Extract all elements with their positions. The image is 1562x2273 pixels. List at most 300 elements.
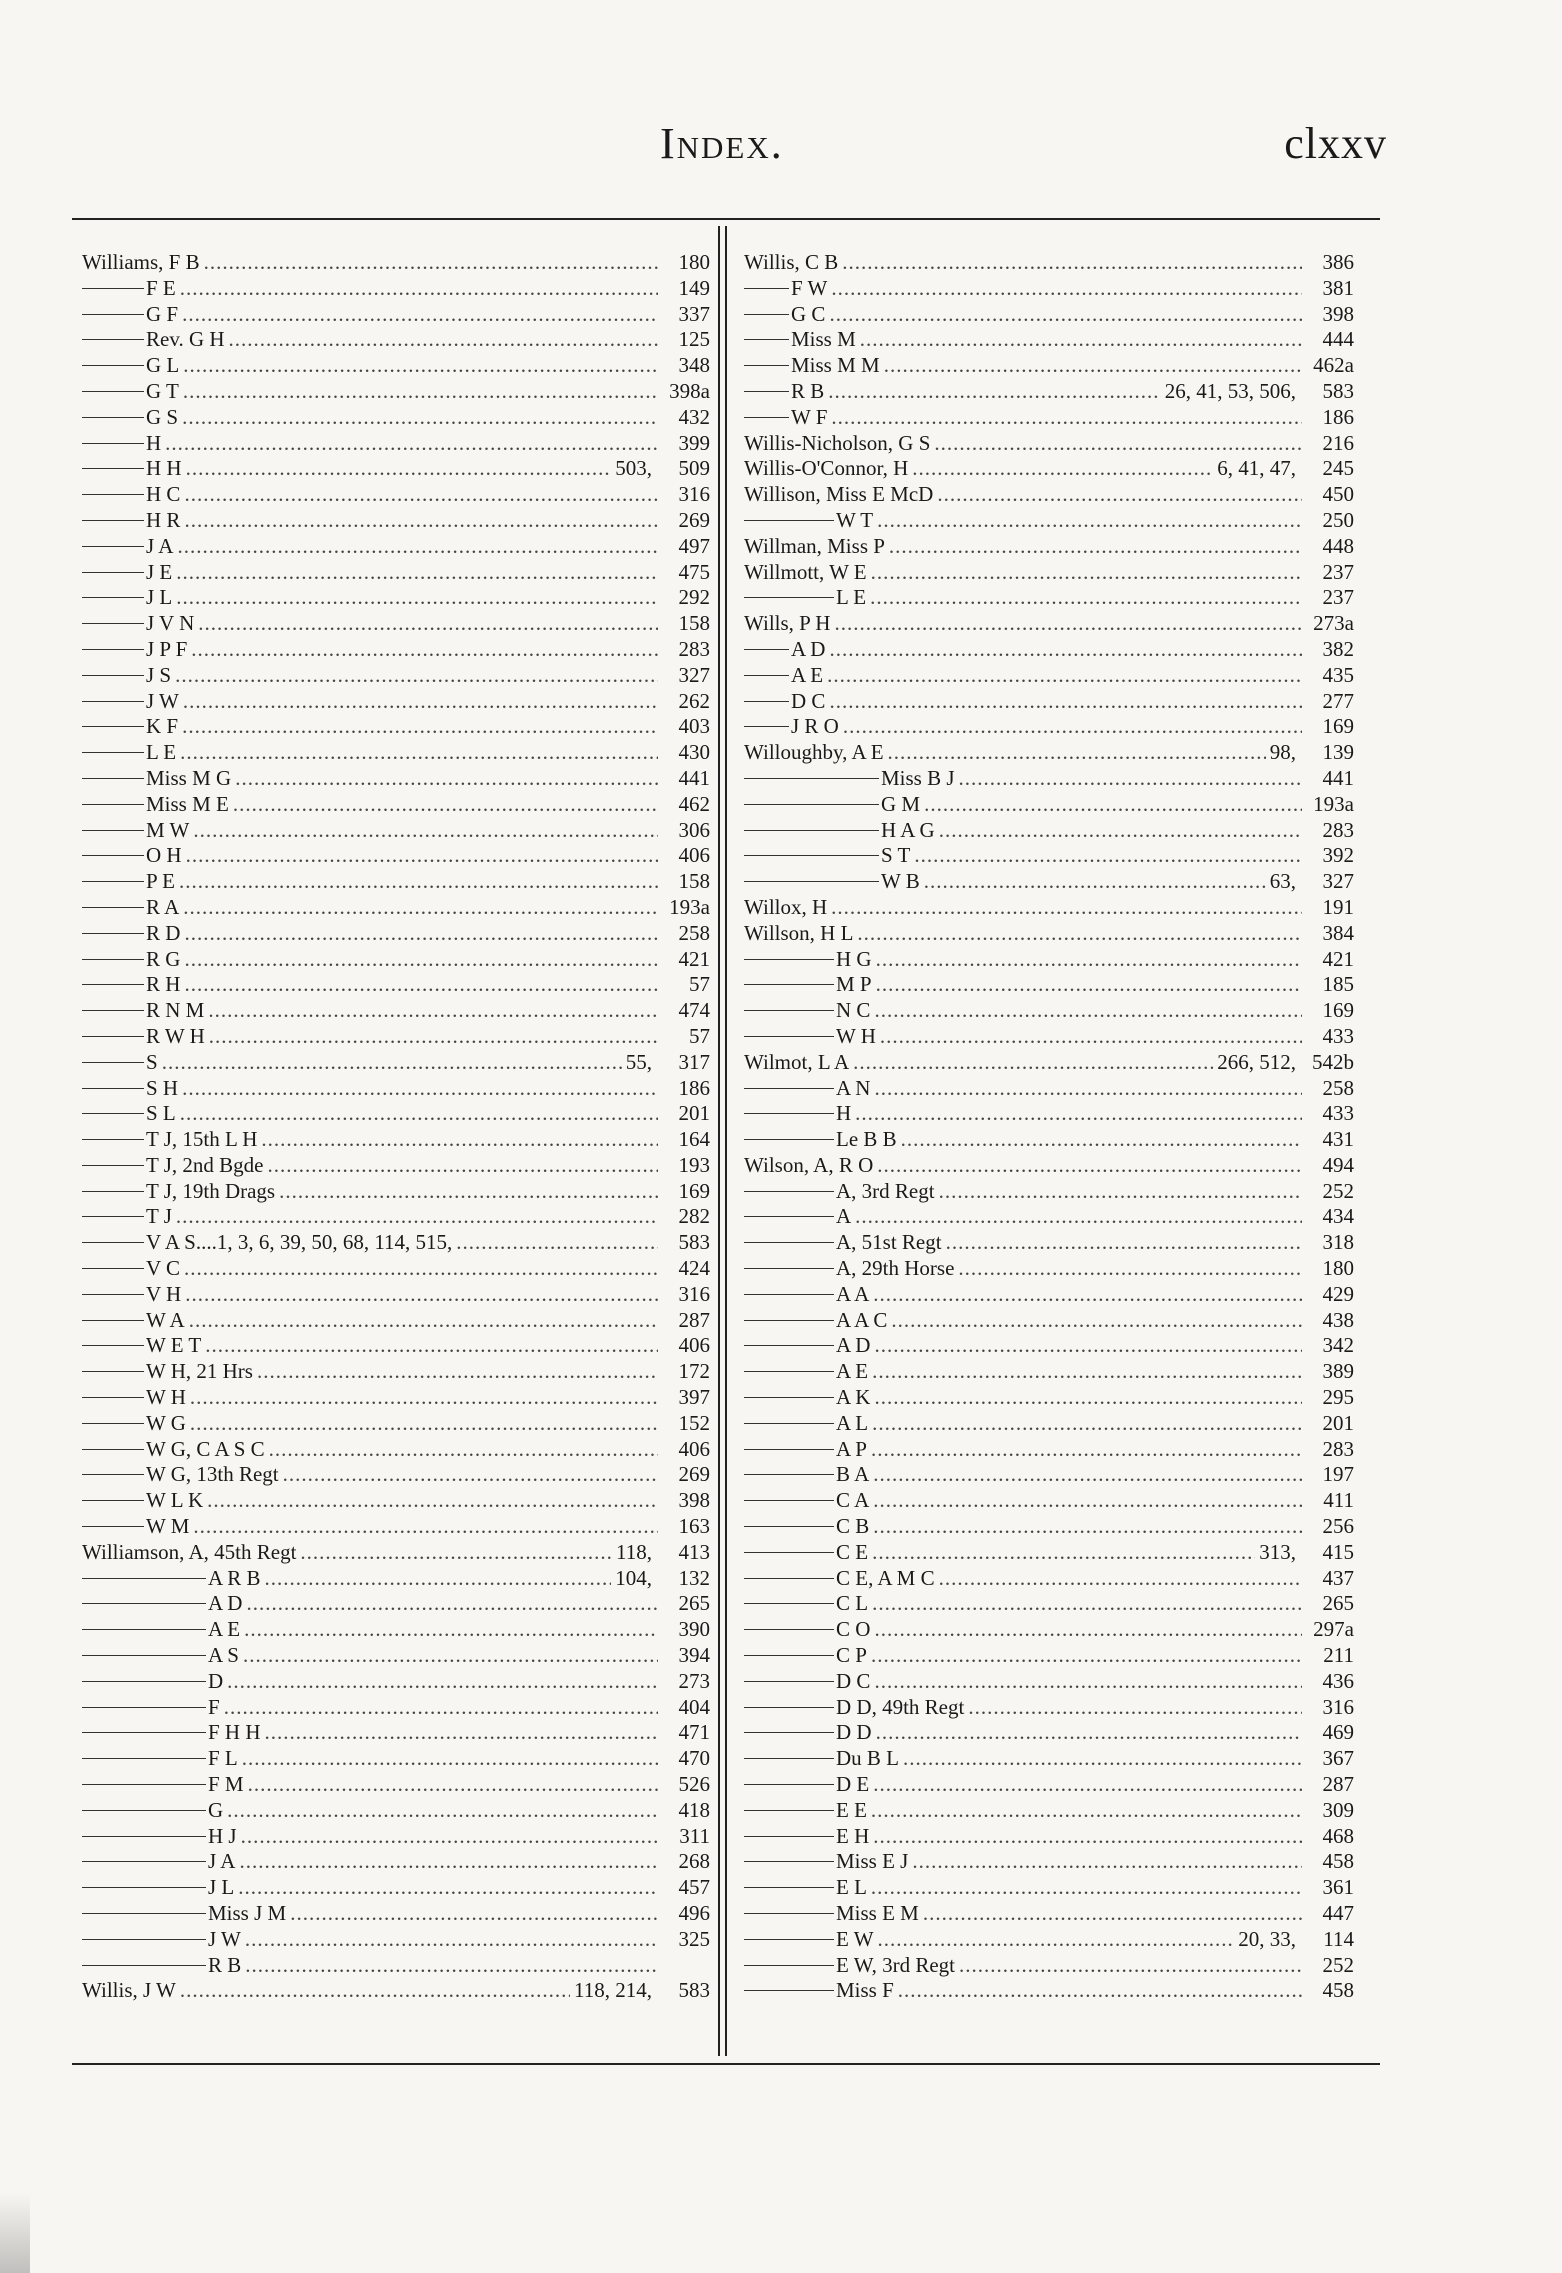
entry-name: D C	[791, 688, 826, 713]
index-entry	[744, 1179, 1354, 1205]
leader-dots	[876, 972, 1302, 998]
index-entry	[744, 1772, 1354, 1798]
entry-name: T J, 15th L H	[146, 1127, 258, 1152]
page-reference: 381	[1322, 275, 1354, 300]
entry-name: O H	[146, 843, 182, 868]
ditto-dash	[82, 881, 144, 882]
ditto-dash	[744, 1242, 834, 1243]
page-reference: 406	[678, 1333, 710, 1358]
page-reference: 413	[678, 1539, 710, 1564]
leader-dots	[855, 1101, 1302, 1127]
page-reference: 273	[678, 1668, 710, 1693]
ditto-dash	[744, 1732, 834, 1733]
index-entry	[744, 1385, 1354, 1411]
ditto-dash	[744, 1397, 834, 1398]
entry-name: W F	[791, 404, 828, 429]
leader-dots	[874, 1617, 1302, 1643]
index-entry	[82, 1333, 710, 1359]
page-reference: 469	[1322, 1720, 1354, 1745]
index-entry	[82, 1720, 710, 1746]
leader-dots	[246, 1591, 658, 1617]
leader-dots	[182, 302, 658, 328]
index-entry	[744, 1359, 1354, 1385]
leader-dots	[959, 1953, 1302, 1979]
ditto-dash	[82, 1449, 144, 1450]
entry-name: B A	[836, 1462, 870, 1487]
index-entry	[82, 1669, 710, 1695]
entry-name: R B	[208, 1952, 242, 1977]
entry-name: Willis-Nicholson, G S	[744, 430, 931, 455]
leader-dots	[912, 456, 1213, 482]
entry-name: Willman, Miss P	[744, 533, 885, 558]
page-reference: 367	[1322, 1746, 1354, 1771]
index-entry	[82, 1437, 710, 1463]
page-reference: 193	[678, 1152, 710, 1177]
leader-dots	[873, 1514, 1302, 1540]
page-reference: 434	[1322, 1204, 1354, 1229]
index-entry	[82, 637, 710, 663]
page-reference: 216	[1322, 430, 1354, 455]
entry-name: J W	[146, 688, 179, 713]
entry-name: L E	[146, 740, 177, 765]
index-column-left	[82, 250, 710, 2004]
index-entry	[744, 637, 1354, 663]
index-entry	[744, 1488, 1354, 1514]
index-entry	[82, 1617, 710, 1643]
ditto-dash	[82, 1965, 206, 1966]
page-reference: 245	[1322, 456, 1354, 481]
leader-dots	[924, 869, 1266, 895]
ditto-dash	[82, 1062, 144, 1063]
entry-name: Miss M E	[146, 791, 229, 816]
index-entry	[82, 1901, 710, 1927]
leader-dots	[874, 1385, 1302, 1411]
ditto-dash	[744, 1758, 834, 1759]
page-reference: 197	[1322, 1462, 1354, 1487]
entry-name: J W	[208, 1926, 241, 1951]
leader-dots	[872, 1540, 1255, 1566]
page-reference: 325	[678, 1926, 710, 1951]
entry-name: J E	[146, 559, 173, 584]
index-entry	[744, 1591, 1354, 1617]
ditto-dash	[744, 1655, 834, 1656]
page-reference: 337	[678, 301, 710, 326]
ditto-dash	[82, 1629, 206, 1630]
entry-name: G	[208, 1797, 224, 1822]
entry-name: A S	[208, 1643, 239, 1668]
additional-pages: 503,	[615, 456, 652, 481]
ditto-dash	[82, 1268, 144, 1269]
page-reference: 432	[678, 404, 710, 429]
ditto-dash	[82, 391, 144, 392]
entry-name: D D	[836, 1720, 872, 1745]
entry-name: W G, C A S C	[146, 1436, 265, 1461]
leader-dots	[198, 611, 658, 637]
page-reference: 457	[678, 1875, 710, 1900]
index-entry	[744, 276, 1354, 302]
index-entry	[744, 1204, 1354, 1230]
entry-name: A A	[836, 1281, 870, 1306]
leader-dots	[191, 637, 658, 663]
leader-dots	[242, 1746, 658, 1772]
leader-dots	[898, 1978, 1302, 2004]
entry-name: J P F	[146, 636, 188, 661]
index-entry	[82, 405, 710, 431]
index-entry	[744, 714, 1354, 740]
entry-name: R G	[146, 946, 181, 971]
leader-dots	[874, 1076, 1302, 1102]
leader-dots	[184, 972, 658, 998]
page-reference: 497	[678, 533, 710, 558]
entry-name: D C	[836, 1668, 871, 1693]
entry-name: K F	[146, 714, 179, 739]
page-reference: 404	[678, 1694, 710, 1719]
index-entry	[82, 792, 710, 818]
entry-name: V A S....1, 3, 6, 39, 50, 68, 114, 515,	[146, 1230, 453, 1255]
ditto-dash	[744, 1965, 834, 1966]
entry-name: W H, 21 Hrs	[146, 1359, 253, 1384]
page-reference: 316	[678, 1281, 710, 1306]
leader-dots	[834, 611, 1302, 637]
leader-dots	[227, 1798, 658, 1824]
ditto-dash	[82, 1861, 206, 1862]
index-entry	[82, 1978, 710, 2004]
leader-dots	[283, 1462, 658, 1488]
entry-name: M W	[146, 817, 190, 842]
leader-dots	[175, 663, 658, 689]
page-reference: 471	[678, 1720, 710, 1745]
leader-dots	[829, 689, 1302, 715]
index-entry	[744, 740, 1354, 766]
leader-dots	[939, 1566, 1302, 1592]
leader-dots	[180, 276, 658, 302]
ditto-dash	[82, 1578, 206, 1579]
index-entry	[82, 1875, 710, 1901]
ditto-dash	[82, 984, 144, 985]
page-reference: 265	[678, 1591, 710, 1616]
leader-dots	[290, 1901, 658, 1927]
page-reference: 390	[678, 1617, 710, 1642]
page-reference: 169	[1322, 714, 1354, 739]
page-reference: 583	[1322, 378, 1354, 403]
entry-name: H	[836, 1101, 852, 1126]
index-entry	[82, 1462, 710, 1488]
entry-name: W G	[146, 1410, 186, 1435]
ditto-dash	[82, 1784, 206, 1785]
entry-name: H C	[146, 482, 181, 507]
page-reference: 318	[1322, 1230, 1354, 1255]
leader-dots	[185, 1282, 658, 1308]
entry-name: Wilson, A, R O	[744, 1152, 874, 1177]
index-entry	[744, 379, 1354, 405]
index-entry	[744, 1901, 1354, 1927]
page-reference: 468	[1322, 1823, 1354, 1848]
page-reference: 398	[1322, 301, 1354, 326]
page-reference: 262	[678, 688, 710, 713]
leader-dots	[257, 1359, 658, 1385]
entry-name: F L	[208, 1746, 238, 1771]
leader-dots	[889, 534, 1302, 560]
additional-pages: 266, 512,	[1217, 1049, 1296, 1074]
leader-dots	[873, 1462, 1302, 1488]
ditto-dash	[82, 1320, 144, 1321]
leader-dots	[871, 1875, 1302, 1901]
leader-dots	[179, 869, 658, 895]
entry-name: J V N	[146, 611, 195, 636]
entry-name: A R B	[208, 1565, 261, 1590]
leader-dots	[186, 843, 658, 869]
index-entry	[744, 1127, 1354, 1153]
additional-pages: 118, 214,	[574, 1978, 652, 2003]
page-reference: 348	[678, 353, 710, 378]
leader-dots	[829, 637, 1302, 663]
entry-name: Miss M M	[791, 353, 880, 378]
page-reference: 462	[678, 791, 710, 816]
page-reference: 392	[1322, 843, 1354, 868]
additional-pages: 313,	[1259, 1539, 1296, 1564]
entry-name: R D	[146, 920, 181, 945]
leader-dots	[227, 1669, 658, 1695]
ditto-dash	[744, 1629, 834, 1630]
page-reference: 295	[1322, 1385, 1354, 1410]
page-reference: 429	[1322, 1281, 1354, 1306]
ditto-dash	[744, 1939, 834, 1940]
ditto-dash	[82, 1526, 144, 1527]
additional-pages: 20, 33,	[1238, 1926, 1296, 1951]
index-entry	[744, 1617, 1354, 1643]
page-reference: 287	[1322, 1772, 1354, 1797]
entry-name: W B	[881, 869, 920, 894]
page-reference: 421	[1322, 946, 1354, 971]
page-reference: 237	[1322, 559, 1354, 584]
index-entry	[82, 508, 710, 534]
page-reference: 57	[689, 1023, 710, 1048]
page-reference: 186	[1322, 404, 1354, 429]
ditto-dash	[744, 1345, 834, 1346]
entry-name: E W, 3rd Regt	[836, 1952, 955, 1977]
index-entry	[82, 456, 710, 482]
entry-name: F M	[208, 1772, 244, 1797]
page-reference: 542b	[1312, 1049, 1354, 1074]
page-reference: 287	[678, 1307, 710, 1332]
entry-name: E E	[836, 1797, 867, 1822]
leader-dots	[267, 1153, 658, 1179]
ditto-dash	[82, 933, 144, 934]
entry-name: H J	[208, 1823, 237, 1848]
leader-dots	[914, 843, 1302, 869]
leader-dots	[901, 1127, 1302, 1153]
index-entry	[744, 1566, 1354, 1592]
leader-dots	[248, 1772, 658, 1798]
leader-dots	[183, 379, 658, 405]
leader-dots	[872, 1591, 1302, 1617]
page-reference: 431	[1322, 1127, 1354, 1152]
leader-dots	[831, 276, 1302, 302]
leader-dots	[939, 818, 1302, 844]
ditto-dash	[744, 1216, 834, 1217]
entry-name: P E	[146, 869, 175, 894]
entry-name: Miss E M	[836, 1901, 919, 1925]
leader-dots	[872, 1411, 1302, 1437]
page-reference: 277	[1322, 688, 1354, 713]
ditto-dash	[82, 778, 144, 779]
leader-dots	[855, 1204, 1302, 1230]
page-reference: 430	[678, 740, 710, 765]
entry-name: J A	[146, 533, 174, 558]
ditto-dash	[744, 1449, 834, 1450]
ditto-dash	[82, 959, 144, 960]
ditto-dash	[82, 494, 144, 495]
page-reference: 283	[678, 636, 710, 661]
page-reference: 433	[1322, 1023, 1354, 1048]
entry-name: G C	[791, 301, 826, 326]
page-reference: 268	[678, 1849, 710, 1874]
entry-name: W L K	[146, 1488, 204, 1513]
index-entry	[744, 689, 1354, 715]
leader-dots	[871, 1798, 1302, 1824]
entry-name: W G, 13th Regt	[146, 1462, 279, 1487]
index-entry	[82, 611, 710, 637]
page-reference: 185	[1322, 972, 1354, 997]
index-entry	[82, 431, 710, 457]
page-reference: 311	[679, 1823, 710, 1848]
entry-name: A, 29th Horse	[836, 1256, 955, 1281]
index-entry	[82, 740, 710, 766]
index-entry	[82, 1927, 710, 1953]
index-entry	[744, 1230, 1354, 1256]
page-reference: 583	[678, 1978, 710, 2003]
ditto-dash	[82, 1036, 144, 1037]
index-entry	[82, 250, 710, 276]
leader-dots	[180, 1101, 658, 1127]
page-reference: 193a	[1313, 791, 1354, 816]
leader-dots	[903, 1746, 1302, 1772]
page-reference: 441	[1322, 765, 1354, 790]
index-entry	[744, 1282, 1354, 1308]
ditto-dash	[82, 1810, 206, 1811]
ditto-dash	[744, 1578, 834, 1579]
leader-dots	[878, 1927, 1235, 1953]
ditto-dash	[744, 1836, 834, 1837]
page-reference: 258	[678, 920, 710, 945]
leader-dots	[176, 560, 658, 586]
leader-dots	[207, 1488, 658, 1514]
page-reference: 57	[689, 972, 710, 997]
ditto-dash	[744, 701, 789, 702]
page-reference: 474	[678, 998, 710, 1023]
entry-name: A, 3rd Regt	[836, 1178, 935, 1203]
leader-dots	[874, 1669, 1302, 1695]
entry-name: T J, 2nd Bgde	[146, 1152, 264, 1177]
index-entry	[744, 1462, 1354, 1488]
entry-name: Willis, J W	[82, 1978, 176, 2003]
entry-name: C E, A M C	[836, 1565, 935, 1590]
ditto-dash	[744, 1191, 834, 1192]
ditto-dash	[744, 1088, 834, 1089]
page-reference: 435	[1322, 662, 1354, 687]
entry-name: W T	[836, 507, 874, 532]
leader-dots	[934, 431, 1302, 457]
entry-name: H H	[146, 456, 182, 481]
index-entry	[744, 1824, 1354, 1850]
entry-name: W E T	[146, 1333, 202, 1358]
ditto-dash	[82, 623, 144, 624]
index-entry	[82, 534, 710, 560]
entry-name: W H	[146, 1385, 186, 1410]
leader-dots	[180, 1978, 570, 2004]
ditto-dash	[744, 520, 834, 521]
page-reference: 411	[1323, 1488, 1354, 1513]
page-reference: 421	[678, 946, 710, 971]
entry-name: A D	[791, 636, 826, 661]
index-entry	[82, 1411, 710, 1437]
page-reference: 164	[678, 1127, 710, 1152]
ditto-dash	[82, 520, 144, 521]
entry-name: R H	[146, 972, 181, 997]
entry-name: E W	[836, 1926, 874, 1951]
index-entry	[82, 1488, 710, 1514]
index-entry	[82, 1101, 710, 1127]
index-entry	[744, 1540, 1354, 1566]
index-entry	[82, 1514, 710, 1540]
index-entry	[82, 689, 710, 715]
ditto-dash	[82, 417, 144, 418]
entry-name: C B	[836, 1514, 870, 1539]
index-entry	[82, 1050, 710, 1076]
ditto-dash	[82, 443, 144, 444]
leader-dots	[456, 1230, 658, 1256]
entry-name: J S	[146, 662, 172, 687]
page-reference: 169	[1322, 998, 1354, 1023]
index-entry	[744, 972, 1354, 998]
ditto-dash	[744, 1423, 834, 1424]
leader-dots	[265, 1566, 612, 1592]
page-reference: 180	[678, 250, 710, 274]
entry-name: Le B B	[836, 1127, 897, 1152]
index-entry	[82, 353, 710, 379]
index-entry	[744, 1076, 1354, 1102]
entry-name: A P	[836, 1436, 867, 1461]
entry-name: J A	[208, 1849, 236, 1874]
page-reference: 450	[1322, 482, 1354, 507]
entry-name: Du B L	[836, 1746, 899, 1771]
ditto-dash	[82, 649, 144, 650]
page-reference: 436	[1322, 1668, 1354, 1693]
ditto-dash	[82, 1345, 144, 1346]
ditto-dash	[82, 1939, 206, 1940]
ditto-dash	[82, 597, 144, 598]
leader-dots	[184, 1256, 658, 1282]
entry-name: A D	[208, 1591, 243, 1616]
entry-name: A E	[208, 1617, 241, 1642]
leader-dots	[843, 714, 1302, 740]
page-reference: 475	[678, 559, 710, 584]
entry-name: Willison, Miss E McD	[744, 482, 934, 507]
entry-name: F H H	[208, 1720, 261, 1745]
ditto-dash	[744, 339, 789, 340]
entry-name: G L	[146, 353, 180, 378]
bottom-rule	[72, 2063, 1380, 2065]
additional-pages: 98,	[1269, 740, 1296, 765]
page-reference: 386	[1322, 250, 1354, 274]
ditto-dash	[744, 881, 879, 882]
entry-name: F E	[146, 275, 176, 300]
leader-dots	[888, 740, 1266, 766]
index-entry	[82, 1591, 710, 1617]
index-entry	[82, 1127, 710, 1153]
page-number: clxxv	[1284, 119, 1387, 168]
additional-pages: 26, 41, 53, 506,	[1164, 378, 1296, 403]
